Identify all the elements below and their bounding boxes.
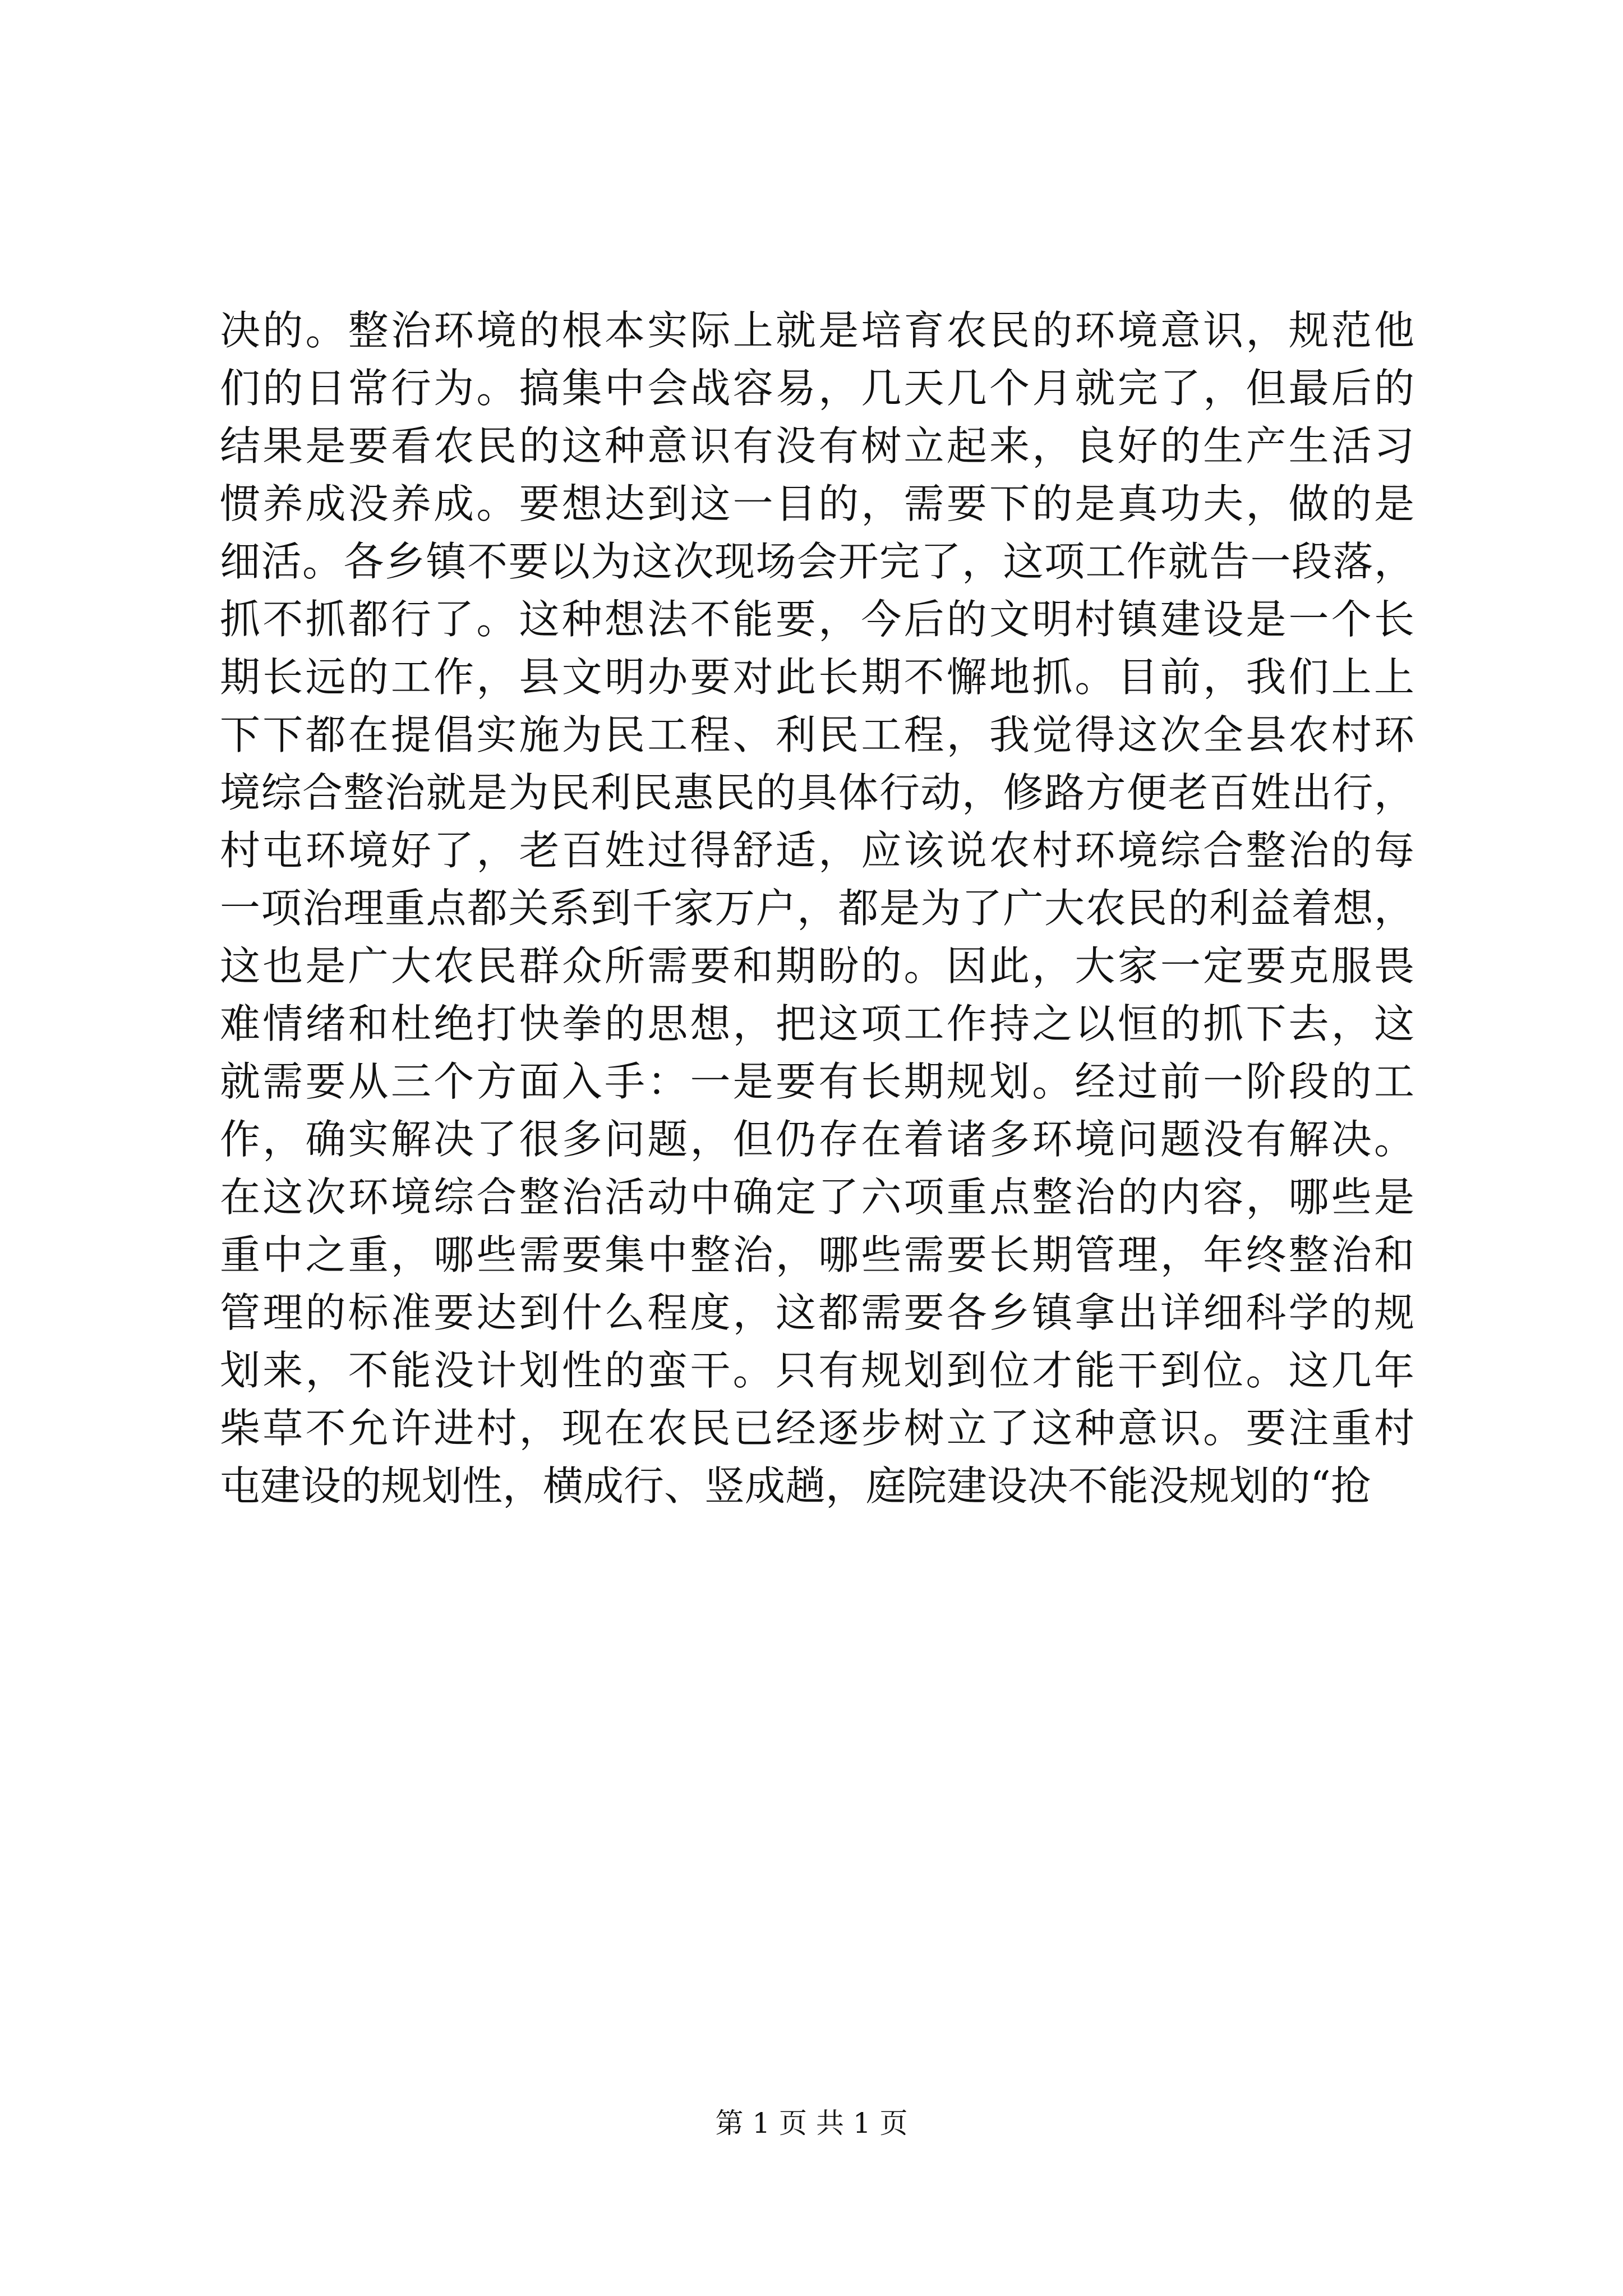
- text-line: 管理的标准要达到什么程度，这都需要各乡镇拿出详细科学的规: [220, 1289, 1414, 1336]
- page-footer: [0, 2101, 1623, 2141]
- text-line: 下下都在提倡实施为民工程、利民工程，我觉得这次全县农村环: [220, 711, 1414, 758]
- text-line: 重中之重，哪些需要集中整治，哪些需要长期管理，年终整治和: [220, 1231, 1414, 1278]
- text-line: 柴草不允许进村，现在农民已经逐步树立了这种意识。要注重村: [220, 1405, 1414, 1452]
- text-line: 抓不抓都行了。这种想法不能要，今后的文明村镇建设是一个长: [220, 596, 1414, 643]
- text-line: 屯建设的规划性，横成行、竖成趟，庭院建设决不能没规划的“抢: [220, 1462, 1371, 1510]
- text-line: 们的日常行为。搞集中会战容易，几天几个月就完了，但最后的: [220, 365, 1414, 412]
- text-line: 在这次环境综合整治活动中确定了六项重点整治的内容，哪些是: [220, 1174, 1414, 1221]
- text-line: 划来，不能没计划性的蛮干。只有规划到位才能干到位。这几年: [220, 1347, 1414, 1394]
- text-line: 结果是要看农民的这种意识有没有树立起来，良好的生产生活习: [220, 422, 1414, 470]
- text-line: 一项治理重点都关系到千家万户，都是为了广大农民的利益着想，: [220, 885, 1414, 932]
- text-line: 作，确实解决了很多问题，但仍存在着诸多环境问题没有解决。: [220, 1116, 1414, 1163]
- page-number-label: 第 1 页 共 1 页: [715, 2107, 908, 2139]
- text-line: 就需要从三个方面入手：一是要有长期规划。经过前一阶段的工: [220, 1058, 1414, 1105]
- text-line: 期长远的工作，县文明办要对此长期不懈地抓。目前，我们上上: [220, 654, 1414, 701]
- text-line: 村屯环境好了，老百姓过得舒适，应该说农村环境综合整治的每: [220, 827, 1414, 874]
- text-line: 境综合整治就是为民利民惠民的具体行动，修路方便老百姓出行，: [220, 769, 1414, 816]
- text-line: 决的。整治环境的根本实际上就是培育农民的环境意识，规范他: [220, 307, 1414, 354]
- text-line: 细活。各乡镇不要以为这次现场会开完了，这项工作就告一段落，: [220, 538, 1414, 585]
- text-line: 难情绪和杜绝打快拳的思想，把这项工作持之以恒的抓下去，这: [220, 1000, 1414, 1047]
- body-text: [220, 302, 1414, 1515]
- text-line: 这也是广大农民群众所需要和期盼的。因此，大家一定要克服畏: [220, 942, 1414, 990]
- text-line: 惯养成没养成。要想达到这一目的，需要下的是真功夫，做的是: [220, 480, 1414, 527]
